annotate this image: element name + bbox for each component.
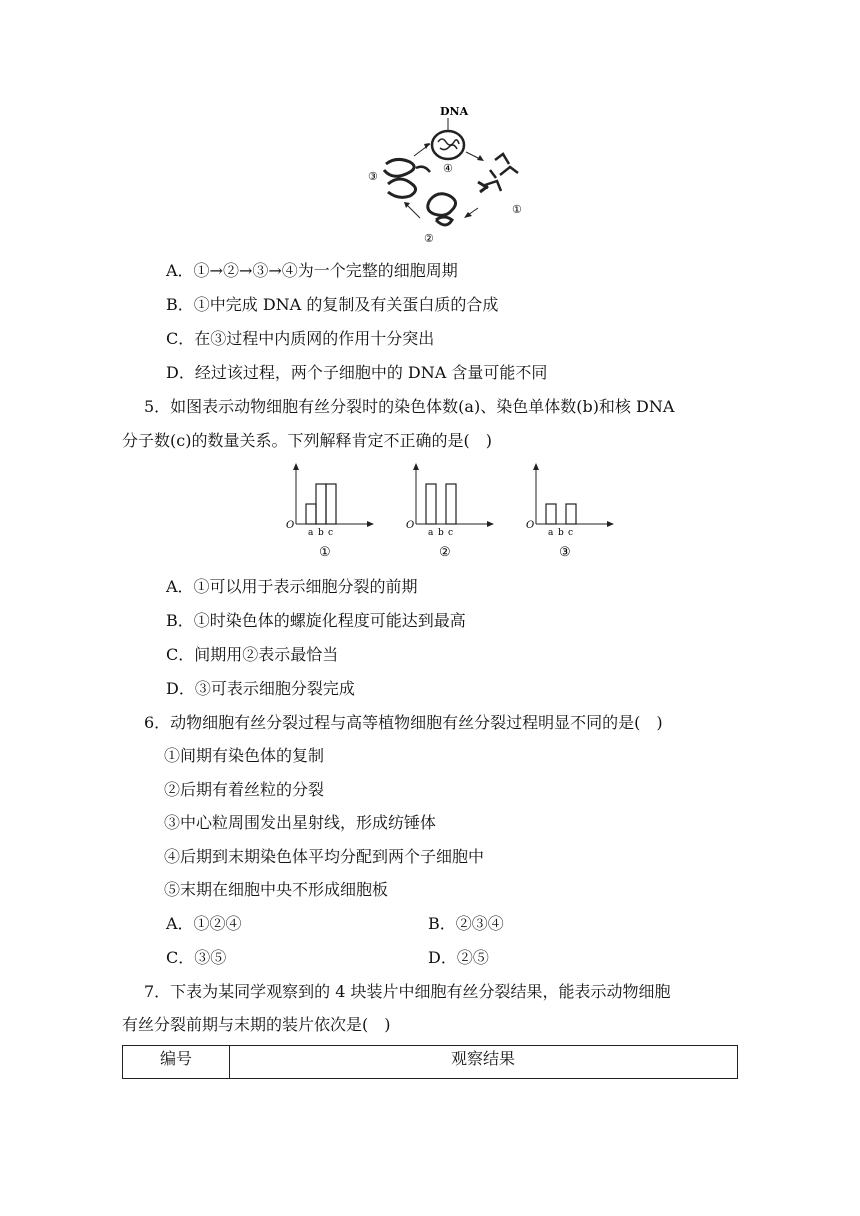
stage-1-label: ① xyxy=(512,203,522,216)
tick-label-c: c xyxy=(328,528,334,538)
chart-label: ③ xyxy=(559,545,571,560)
tick-label-b: b xyxy=(438,528,444,538)
bar-a xyxy=(426,484,436,524)
bar-b xyxy=(316,484,326,524)
bar-c xyxy=(326,484,336,524)
q6-option-a: A．①②④ xyxy=(166,914,242,933)
q6-option-c: C．③⑤ xyxy=(166,948,227,967)
stage-2-label: ② xyxy=(424,232,434,245)
q5-stem-line2: 分子数(c)的数量关系。下列解释肯定不正确的是( ) xyxy=(122,431,492,450)
y-axis-arrow xyxy=(413,463,419,470)
tick-label-c: c xyxy=(568,528,574,538)
origin-label: O xyxy=(526,520,535,531)
q6-item-3: ③中心粒周围发出星射线，形成纺锤体 xyxy=(164,813,437,832)
tick-label-a: a xyxy=(428,528,434,538)
q4-option-b: B．①中完成 DNA 的复制及有关蛋白质的合成 xyxy=(166,295,499,314)
q6-option-b: B．②③④ xyxy=(428,914,504,933)
origin-label: O xyxy=(406,520,415,531)
q5-bar-charts xyxy=(280,462,620,562)
bar-a xyxy=(546,504,556,524)
tick-label-a: a xyxy=(308,528,314,538)
q6-option-d: D．②⑤ xyxy=(428,948,489,967)
q7-table xyxy=(122,1045,738,1079)
q7-stem-line2: 有丝分裂前期与末期的装片依次是( ) xyxy=(122,1015,391,1034)
x-axis-arrow xyxy=(367,521,374,527)
x-axis-arrow xyxy=(607,521,614,527)
bar-c xyxy=(566,504,576,524)
table-header-result: 观察结果 xyxy=(450,1049,515,1068)
q7-stem-line1: 7．下表为某同学观察到的 4 块装片中细胞有丝分裂结果，能表示动物细胞 xyxy=(144,982,671,1001)
origin-label: O xyxy=(286,520,295,531)
q5-option-d: D．③可表示细胞分裂完成 xyxy=(166,679,355,698)
bar-a xyxy=(306,504,316,524)
bar-c xyxy=(446,484,456,524)
q6-item-5: ⑤末期在细胞中央不形成细胞板 xyxy=(164,880,389,899)
chart-label: ① xyxy=(319,545,331,560)
q5-option-c: C．间期用②表示最恰当 xyxy=(166,645,339,664)
q6-stem: 6．动物细胞有丝分裂过程与高等植物细胞有丝分裂过程明显不同的是( ) xyxy=(144,713,663,732)
dna-label: DNA xyxy=(440,105,469,118)
y-axis-arrow xyxy=(533,463,539,470)
stage-3-label: ③ xyxy=(368,170,378,183)
q6-item-2: ②后期有着丝粒的分裂 xyxy=(164,780,325,799)
q5-option-b: B．①时染色体的螺旋化程度可能达到最高 xyxy=(166,611,466,630)
tick-label-c: c xyxy=(448,528,454,538)
q6-item-1: ①间期有染色体的复制 xyxy=(164,746,325,765)
stage-4-label: ④ xyxy=(443,162,453,175)
x-axis-arrow xyxy=(487,521,494,527)
q5-option-a: A．①可以用于表示细胞分裂的前期 xyxy=(166,577,418,596)
table-header-number: 编号 xyxy=(123,1046,230,1078)
y-axis-arrow xyxy=(293,463,299,470)
q4-option-a: A．①→②→③→④为一个完整的细胞周期 xyxy=(166,261,458,280)
q5-stem-line1: 5．如图表示动物细胞有丝分裂时的染色体数(a)、染色单体数(b)和核 DNA xyxy=(144,397,675,416)
tick-label-b: b xyxy=(318,528,324,538)
q4-option-c: C．在③过程中内质网的作用十分突出 xyxy=(166,329,435,348)
cell-cycle-figure xyxy=(360,100,540,248)
tick-label-a: a xyxy=(548,528,554,538)
q4-option-d: D．经过该过程，两个子细胞中的 DNA 含量可能不同 xyxy=(166,363,548,382)
chart-label: ② xyxy=(439,545,451,560)
q6-item-4: ④后期到末期染色体平均分配到两个子细胞中 xyxy=(164,847,485,866)
tick-label-b: b xyxy=(558,528,564,538)
